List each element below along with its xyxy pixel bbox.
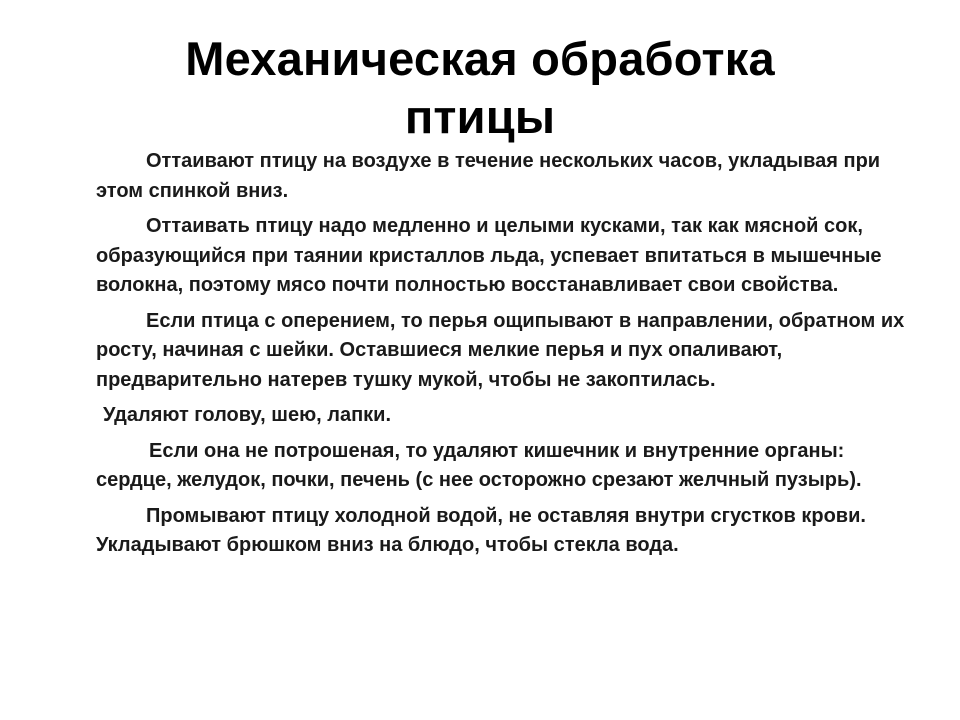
slide-title	[80, 30, 880, 146]
paragraph-thawing-method: Оттаивать птицу надо медленно и целыми кусками, так как мясной сок, образующийся при таянии кристаллов льда, успевает впитаться в мышечные волокна, поэтому мясо почти полностью восстанавливает свои свойства.	[96, 215, 882, 296]
slide-body	[96, 147, 908, 561]
paragraph-gutting: Если она не потрошеная, то удаляют кишечник и внутренние органы: сердце, желудок, почки, печень (с нее осторожно срезают желчный пузырь).	[96, 439, 862, 491]
paragraph-plucking: Если птица с оперением, то перья ощипывают в направлении, обратном их росту, начиная с шейки. Оставшиеся мелкие перья и пух опаливают, предварительно натерев тушку мукой, чтобы не закоптилась.	[96, 309, 905, 391]
paragraph-washing: Промывают птицу холодной водой, не оставляя внутри сгустков крови. Укладывают брюшком вниз на блюдо, чтобы стекла вода.	[96, 504, 866, 556]
slide-title-line-1: Механическая обработка	[185, 32, 775, 85]
paragraph-thawing: Оттаивают птицу на воздухе в течение нескольких часов, укладывая при этом спинкой вниз.	[96, 150, 881, 202]
paragraph-removing-head: Удаляют голову, шею, лапки.	[103, 404, 392, 426]
slide-title-line-2: птицы	[404, 90, 556, 143]
